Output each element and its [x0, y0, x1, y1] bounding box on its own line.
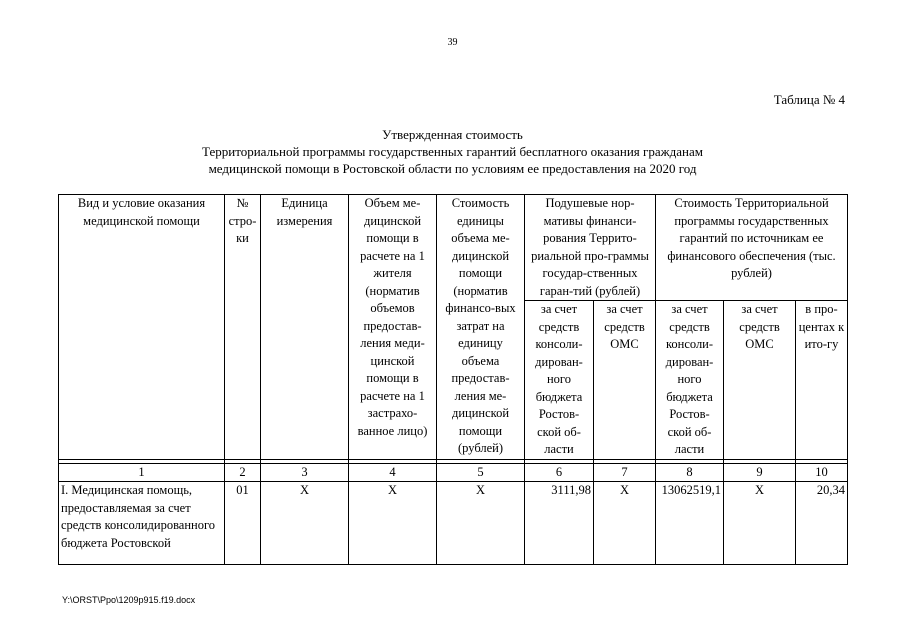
header-unit: Единица измерения [261, 195, 349, 460]
header-per-capita-oms: за счет средств ОМС [594, 301, 656, 460]
row-unit: X [261, 482, 349, 565]
row-percent: 20,34 [796, 482, 848, 565]
header-unit-cost: Стоимость единицы объема ме-дицинской помощи (норматив финансо-вых затрат на единицу объема предостав-ления ме-дицинской помощи (рублей) [437, 195, 525, 460]
header-total-oms: за счет средств ОМС [724, 301, 796, 460]
document-title [0, 126, 905, 177]
table-label: Таблица № 4 [773, 92, 845, 107]
cost-table [58, 194, 848, 565]
title-line-2: Территориальной программы государственных гарантий бесплатного оказания гражданам [202, 144, 703, 159]
row-line-no: 01 [225, 482, 261, 565]
row-unit-cost: X [437, 482, 525, 565]
header-line-no: № стро-ки [225, 195, 261, 460]
title-line-3: медицинской помощи в Ростовской области по условиям ее предоставления на 2020 год [208, 161, 697, 176]
column-number: 9 [724, 463, 796, 482]
header-total-cost-group: Стоимость Территориальной программы государственных гарантий по источникам ее финансового обеспечения (тыс. рублей) [656, 195, 848, 301]
column-number: 1 [59, 463, 225, 482]
header-total-budget: за счет средств консоли-дирован-ного бюджета Ростов-ской об-ласти [656, 301, 724, 460]
header-percent: в про-центах к ито-гу [796, 301, 848, 460]
footer-file-path: Y:\ORST\Ppo\1209p915.f19.docx [62, 595, 196, 605]
row-name: I. Медицинская помощь, предоставляемая за счет средств консолидированного бюджета Ростовской [59, 482, 225, 565]
column-number: 5 [437, 463, 525, 482]
column-number: 2 [225, 463, 261, 482]
column-number: 4 [349, 463, 437, 482]
column-number: 3 [261, 463, 349, 482]
header-kind: Вид и условие оказания медицинской помощи [59, 195, 225, 460]
column-number-row [59, 463, 848, 482]
header-per-capita-group: Подушевые нор-мативы финанси-рования Террито-риальной про-граммы государ-ственных гаран-тий (рублей) [525, 195, 656, 301]
column-number: 7 [594, 463, 656, 482]
column-number: 10 [796, 463, 848, 482]
row-total-budget: 13062519,1 [656, 482, 724, 565]
column-number: 8 [656, 463, 724, 482]
row-total-oms: X [724, 482, 796, 565]
row-per-capita-budget: 3111,98 [525, 482, 594, 565]
table-row [59, 482, 848, 565]
title-line-1: Утвержденная стоимость [382, 127, 523, 142]
row-volume: X [349, 482, 437, 565]
header-volume: Объем ме-дицинской помощи в расчете на 1 жителя (норматив объемов предостав-ления меди-цинской помощи в расчете на 1 застрахо-ванное лицо) [349, 195, 437, 460]
page-number: 39 [447, 37, 458, 48]
header-per-capita-budget: за счет средств консоли-дирован-ного бюджета Ростов-ской об-ласти [525, 301, 594, 460]
header-row-1 [59, 195, 848, 301]
column-number: 6 [525, 463, 594, 482]
row-per-capita-oms: X [594, 482, 656, 565]
